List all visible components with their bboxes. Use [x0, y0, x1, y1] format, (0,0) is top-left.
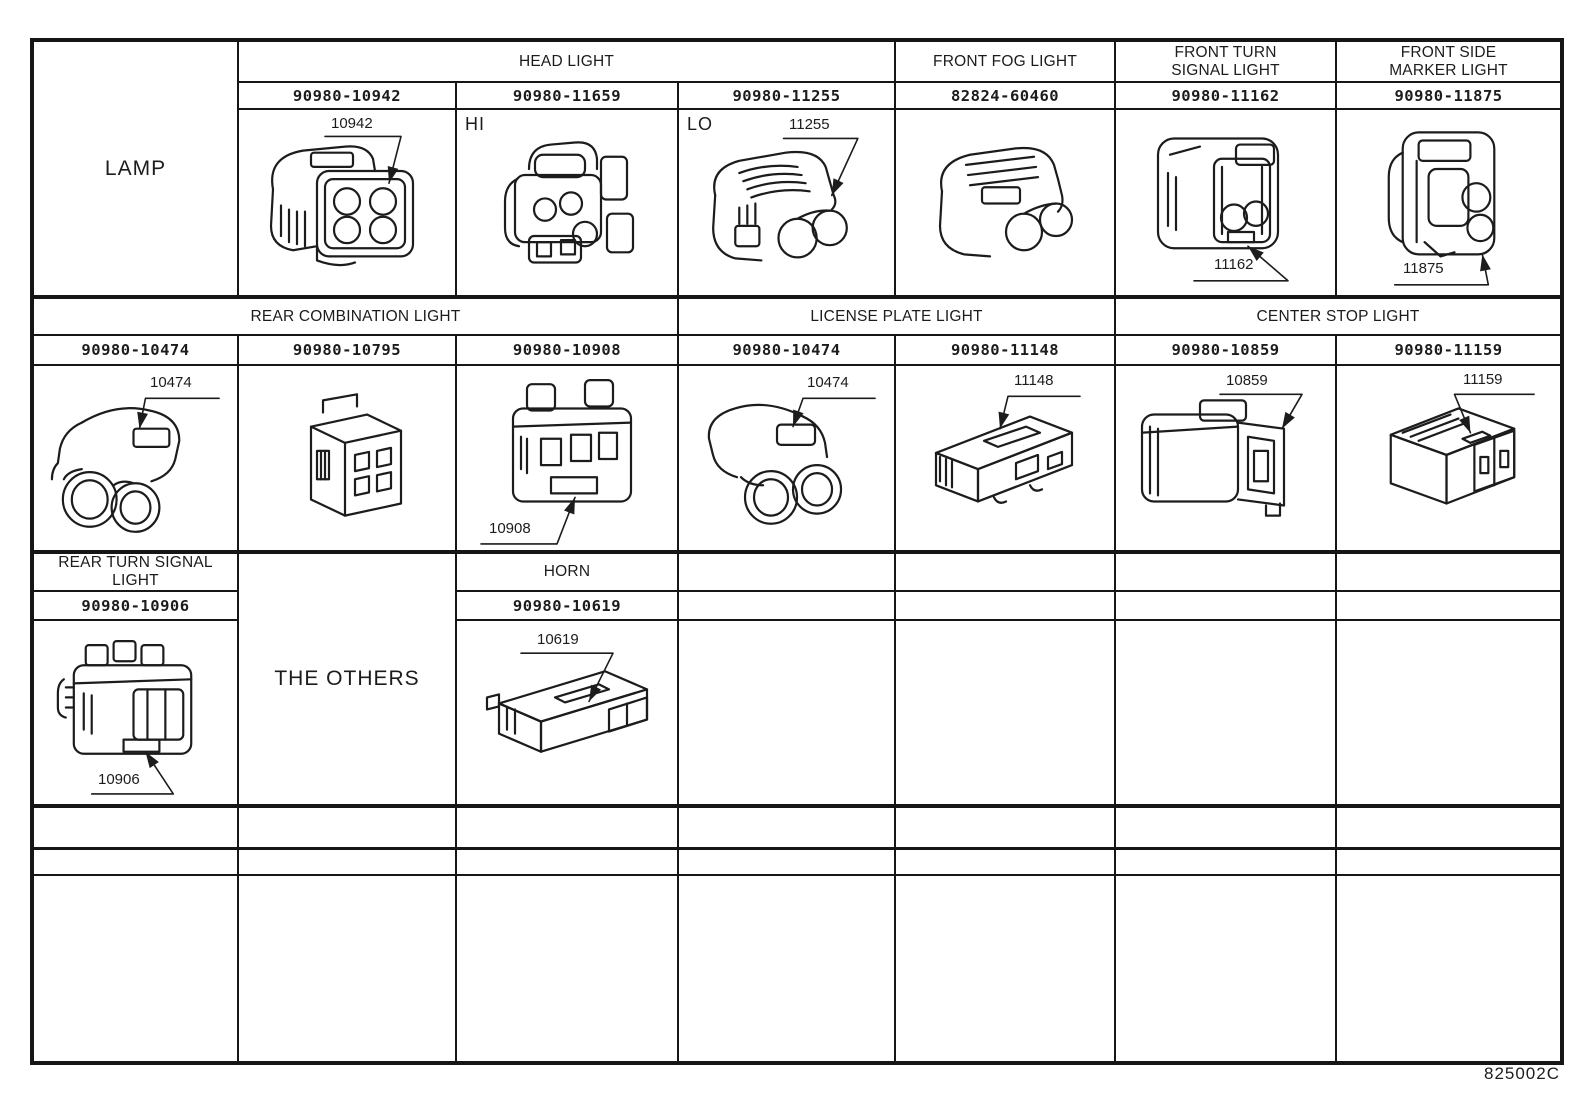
connector-11255-drawing: [679, 110, 894, 295]
figure-label-11148: 11148: [1014, 372, 1054, 389]
part-number-head-light-3: 90980-11255: [678, 82, 895, 109]
empty-cell: [678, 848, 895, 875]
figure-cell-rear-comb-10474: [32, 365, 238, 552]
figure-cell-front-fog: [895, 109, 1115, 297]
connector-11159-drawing: [1337, 366, 1560, 550]
part-number-horn: 90980-10619: [456, 591, 678, 620]
figure-label-11159: 11159: [1463, 371, 1503, 388]
empty-cell: [678, 620, 895, 806]
figure-label-rear-10474: 10474: [150, 374, 192, 391]
figure-cell-front-side-11875: [1336, 109, 1562, 297]
empty-cell: [1336, 806, 1562, 848]
connector-11875-drawing: [1337, 110, 1560, 295]
connector-11659-drawing: [457, 110, 677, 295]
figure-label-10906: 10906: [98, 771, 140, 788]
empty-cell: [895, 620, 1115, 806]
connector-10859-drawing: [1116, 366, 1335, 550]
figure-label-11162: 11162: [1214, 256, 1254, 273]
header-front-fog-light: FRONT FOG LIGHT: [895, 40, 1115, 82]
empty-cell: [456, 848, 678, 875]
part-number-license-1: 90980-10474: [678, 335, 895, 365]
part-number-center-stop-2: 90980-11159: [1336, 335, 1562, 365]
empty-cell: [895, 875, 1115, 1063]
empty-cell: [895, 848, 1115, 875]
leader-arrowhead: [1282, 412, 1295, 429]
empty-cell: [895, 591, 1115, 620]
header-front-side-line2: MARKER LIGHT: [1389, 61, 1508, 79]
empty-cell: [1115, 591, 1336, 620]
connector-10474-drawing: [34, 366, 237, 550]
leader-arrowhead: [564, 497, 575, 514]
figure-cell-license-11148: [895, 365, 1115, 552]
part-number-front-side: 90980-11875: [1336, 82, 1562, 109]
connector-82824-drawing: [896, 110, 1114, 295]
part-number-rear-comb-1: 90980-10474: [32, 335, 238, 365]
connector-parts-table: [30, 38, 1564, 1065]
part-number-rear-comb-2: 90980-10795: [238, 335, 456, 365]
header-horn: HORN: [456, 552, 678, 591]
part-number-front-fog: 82824-60460: [895, 82, 1115, 109]
part-number-license-2: 90980-11148: [895, 335, 1115, 365]
cell-the-others: THE OTHERS: [238, 552, 456, 806]
figure-cell-headlight-10942: [238, 109, 456, 297]
figure-label-10908: 10908: [489, 520, 531, 537]
empty-cell: [895, 552, 1115, 591]
header-front-side-marker-light: [1336, 40, 1562, 82]
document-number: 825002C: [1483, 1064, 1560, 1083]
figure-cell-center-stop-11159: [1336, 365, 1562, 552]
empty-cell: [456, 875, 678, 1063]
figure-label-11875: 11875: [1403, 260, 1444, 277]
empty-cell: [32, 848, 238, 875]
empty-cell: [895, 806, 1115, 848]
part-number-head-light-2: 90980-11659: [456, 82, 678, 109]
figure-cell-rear-comb-10908: [456, 365, 678, 552]
figure-label-license-10474: 10474: [807, 374, 849, 391]
header-license-plate-light: LICENSE PLATE LIGHT: [678, 297, 1115, 335]
figure-label-11255: 11255: [789, 116, 830, 133]
header-head-light: HEAD LIGHT: [238, 40, 895, 82]
connector-10795-drawing: [239, 366, 455, 550]
connector-10942-drawing: [239, 110, 455, 295]
empty-cell: [1336, 620, 1562, 806]
header-front-turn-signal-light: [1115, 40, 1336, 82]
header-rear-combination-light: REAR COMBINATION LIGHT: [32, 297, 678, 335]
empty-cell: [1336, 552, 1562, 591]
part-number-rear-comb-3: 90980-10908: [456, 335, 678, 365]
empty-cell: [1336, 848, 1562, 875]
figure-label-10942: 10942: [331, 115, 373, 132]
figure-tag-hi: HI: [465, 114, 485, 134]
part-number-center-stop-1: 90980-10859: [1115, 335, 1336, 365]
empty-cell: [678, 875, 895, 1063]
header-rear-turn-signal-light: REAR TURN SIGNAL LIGHT: [32, 552, 238, 591]
empty-cell: [238, 806, 456, 848]
leader-arrowhead: [1480, 254, 1491, 271]
empty-cell: [32, 875, 238, 1063]
empty-cell: [1115, 620, 1336, 806]
figure-cell-front-turn-11162: [1115, 109, 1336, 297]
empty-cell: [678, 591, 895, 620]
figure-cell-headlight-11255: [678, 109, 895, 297]
empty-cell: [1336, 875, 1562, 1063]
row-label-lamp: LAMP: [32, 40, 238, 297]
empty-cell: [1115, 848, 1336, 875]
empty-cell: [678, 552, 895, 591]
empty-cell: [32, 806, 238, 848]
header-front-side-line1: FRONT SIDE: [1400, 43, 1497, 61]
leader-arrowhead: [832, 178, 844, 195]
empty-cell: [238, 875, 456, 1063]
empty-cell: [1336, 591, 1562, 620]
figure-cell-license-10474: [678, 365, 895, 552]
empty-cell: [678, 806, 895, 848]
figure-cell-horn-10619: [456, 620, 678, 806]
connector-10474b-drawing: [679, 366, 894, 550]
figure-label-10859: 10859: [1226, 372, 1268, 389]
empty-cell: [1115, 875, 1336, 1063]
leader-arrowhead: [388, 166, 399, 183]
header-front-turn-line1: FRONT TURN: [1174, 43, 1277, 61]
empty-cell: [456, 806, 678, 848]
connector-10619-drawing: [457, 621, 677, 804]
figure-cell-headlight-hi: [456, 109, 678, 297]
part-number-head-light-1: 90980-10942: [238, 82, 456, 109]
header-front-turn-line2: SIGNAL LIGHT: [1171, 61, 1280, 79]
figure-cell-rear-comb-10795: [238, 365, 456, 552]
empty-cell: [1115, 806, 1336, 848]
empty-cell: [1115, 552, 1336, 591]
connector-11148-drawing: [896, 366, 1114, 550]
empty-cell: [238, 848, 456, 875]
part-number-front-turn: 90980-11162: [1115, 82, 1336, 109]
figure-cell-rear-turn-10906: [32, 620, 238, 806]
header-center-stop-light: CENTER STOP LIGHT: [1115, 297, 1562, 335]
figure-label-10619: 10619: [537, 631, 579, 648]
figure-cell-center-stop-10859: [1115, 365, 1336, 552]
part-number-rear-turn: 90980-10906: [32, 591, 238, 620]
figure-tag-lo: LO: [687, 114, 714, 134]
leader-arrowhead: [137, 412, 148, 429]
